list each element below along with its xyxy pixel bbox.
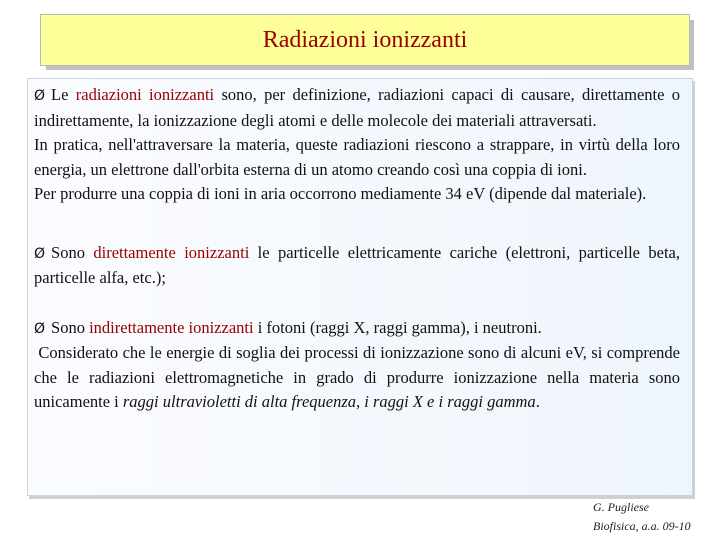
p2-post: le particelle elettricamente cariche (elettroni, particelle beta, particelle alfa, etc.); <box>34 242 680 287</box>
footer-course: Biofisica, a.a. 09-10 <box>593 519 691 533</box>
bullet-arrow-icon: Ø <box>34 88 46 104</box>
p3-highlight: indirettamente ionizzanti <box>89 317 254 337</box>
p3-line2: Considerato che le energie di soglia dei processi di ionizzazione sono di alcuni eV, si comprende che le radiazioni elettromagnetiche in grado di produrre ionizzazione nella materia sono unicamente i <box>34 343 680 411</box>
paragraph-2 <box>34 241 680 291</box>
footer-author: G. Pugliese <box>593 500 649 514</box>
paragraph-1-line-2: In pratica, nell'attraversare la materia, queste radiazioni riescono a strappare, in virtù della loro energia, un elettrone dall'orbita esterna di un atomo creando così una coppia di ioni. <box>34 135 680 179</box>
paragraph-1 <box>34 83 680 133</box>
p3-pre: Sono <box>51 317 90 337</box>
p2-highlight: direttamente ionizzanti <box>93 242 250 262</box>
p3-post: i fotoni (raggi X, raggi gamma), i neutroni. <box>253 317 542 337</box>
p1-pre: Le <box>51 85 76 104</box>
footer <box>593 498 691 536</box>
slide-title: Radiazioni ionizzanti <box>262 26 468 53</box>
title-box <box>40 14 690 66</box>
bullet-arrow-icon: Ø <box>34 245 46 262</box>
p1-highlight: radiazioni ionizzanti <box>75 85 215 104</box>
p3-end: . <box>535 392 540 411</box>
paragraph-1-line-3: Per produrre una coppia di ioni in aria occorrono mediamente 34 eV (dipende dal materiale). <box>34 184 647 203</box>
paragraph-3-line-2 <box>34 341 680 415</box>
p1-post: sono, per definizione, radiazioni capaci di causare, direttamente o indirettamente, la ionizzazione degli atomi e delle molecole dei materiali attraversati. <box>34 85 680 130</box>
slide-content <box>34 83 680 415</box>
p2-pre: Sono <box>51 242 94 262</box>
p3-italic: raggi ultravioletti di alta frequenza, i raggi X e i raggi gamma <box>122 392 536 411</box>
paragraph-3 <box>34 316 680 342</box>
bullet-arrow-icon: Ø <box>34 320 46 337</box>
